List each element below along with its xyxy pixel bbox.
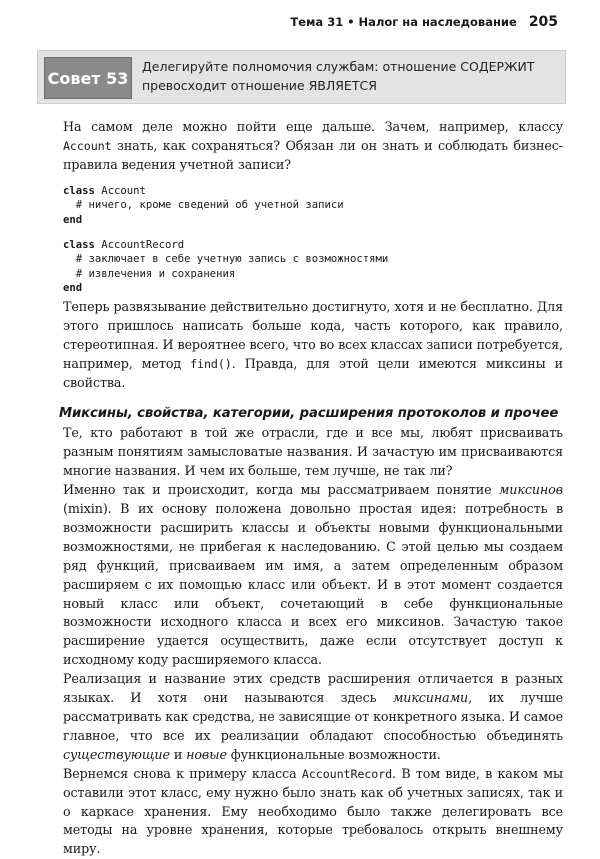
code-class-name: AccountRecord <box>94 238 185 251</box>
tip-title-line2: превосходит отношение ЯВЛЯЕТСЯ <box>142 78 377 93</box>
code-keyword: end <box>63 282 83 295</box>
tip-title-line1: Делегируйте полномочия службам: отношение СОДЕРЖИТ <box>142 59 535 74</box>
inline-code-accountrecord: AccountRecord <box>301 766 393 781</box>
text-run: Реализация и название этих средств расширения отличается в разных языках. И хотя они называются здесь <box>63 671 563 706</box>
paragraph-2 <box>63 298 563 393</box>
paragraph-1 <box>63 118 563 175</box>
text-run: знать, как сохраняться? Обязан ли он знать и соблюдать бизнес-правила ведения учетной записи? <box>63 137 563 172</box>
text-run: . Правда, для этой цели имеются миксины и свойства. <box>63 355 563 390</box>
code-comment: # ничего, кроме сведений об учетной записи <box>63 199 344 212</box>
text-run: функциональные возможности. <box>226 746 441 762</box>
text-run: Именно так и происходит, когда мы рассматриваем понятие <box>63 482 499 498</box>
code-comment: # извлечения и сохранения <box>63 267 236 280</box>
code-keyword: class <box>63 238 95 251</box>
emphasis-existing: существующие <box>63 746 170 762</box>
inline-code-account: Account <box>63 138 112 153</box>
paragraph-4 <box>63 481 563 670</box>
tip-box <box>37 50 566 104</box>
text-run: Теперь развязывание действительно достигнуто, хотя и не бесплатно. Для этого пришлось написать больше кода, часть которого, как правило, стереотипная. И вероятнее всего, что во всех классах записи потребуется, например, метод <box>63 298 563 371</box>
inline-code-find: find() <box>190 356 232 371</box>
tip-title <box>142 57 557 95</box>
emphasis-mixins: миксинов <box>498 482 563 498</box>
text-run: На самом деле можно пойти еще дальше. Зачем, например, классу <box>63 119 563 134</box>
running-header <box>62 14 558 30</box>
chapter-label: Тема 31 • Налог на наследование <box>290 15 517 29</box>
code-comment: # заключает в себе учетную запись с возможностями <box>63 253 389 266</box>
code-keyword: end <box>63 213 83 226</box>
section-heading: Миксины, свойства, категории, расширения протоколов и прочее <box>59 406 559 422</box>
text-run: (mixin). В их основу положена довольно простая идея: потребность в возможности расширить классы и объекты новыми функциональными возможностями, не прибегая к наследованию. С этой целью мы создаем ряд функций, присваиваем им имя, а затем определенным образом расширяем с их помощью класс или объект. И в этот момент создается новый класс или объект, сочетающий в себе функциональные возможности исходного класса и всех его миксинов. Зачастую такое расширение удается осуществить, даже если отсутствует доступ к исходному коду расширяемого класса. <box>63 501 563 668</box>
tip-badge: Совет 53 <box>44 57 132 99</box>
page-number: 205 <box>528 14 558 30</box>
code-block-accountrecord <box>63 238 563 296</box>
code-class-name: Account <box>94 184 146 197</box>
code-keyword: class <box>63 184 95 197</box>
paragraph-5 <box>63 670 563 765</box>
paragraph-3: Те, кто работают в той же отрасли, где и все мы, любят присваивать разным понятиям замысловатые названия. И зачастую им присваиваются многие названия. И чем их больше, тем лучше, не так ли? <box>63 425 563 479</box>
emphasis-new: новые <box>186 746 227 762</box>
emphasis-mixins: миксинами <box>392 690 469 706</box>
page-content <box>59 118 563 859</box>
code-block-account <box>63 184 563 228</box>
paragraph-6 <box>63 765 563 859</box>
text-run: и <box>169 746 187 762</box>
text-run: , их лучше рассматривать как средства, не зависящие от конкретного языка. И самое главное, что все их реализации обладают способностью объединять <box>63 690 563 743</box>
text-run: . В том виде, в каком мы оставили этот класс, ему нужно было знать как об учетных записях, так и о каркасе хранения. Ему необходимо было также делегировать все методы на уровне хранения, которые требовалось открыть внешнему миру. <box>63 765 563 857</box>
text-run: Вернемся снова к примеру класса <box>63 765 302 781</box>
